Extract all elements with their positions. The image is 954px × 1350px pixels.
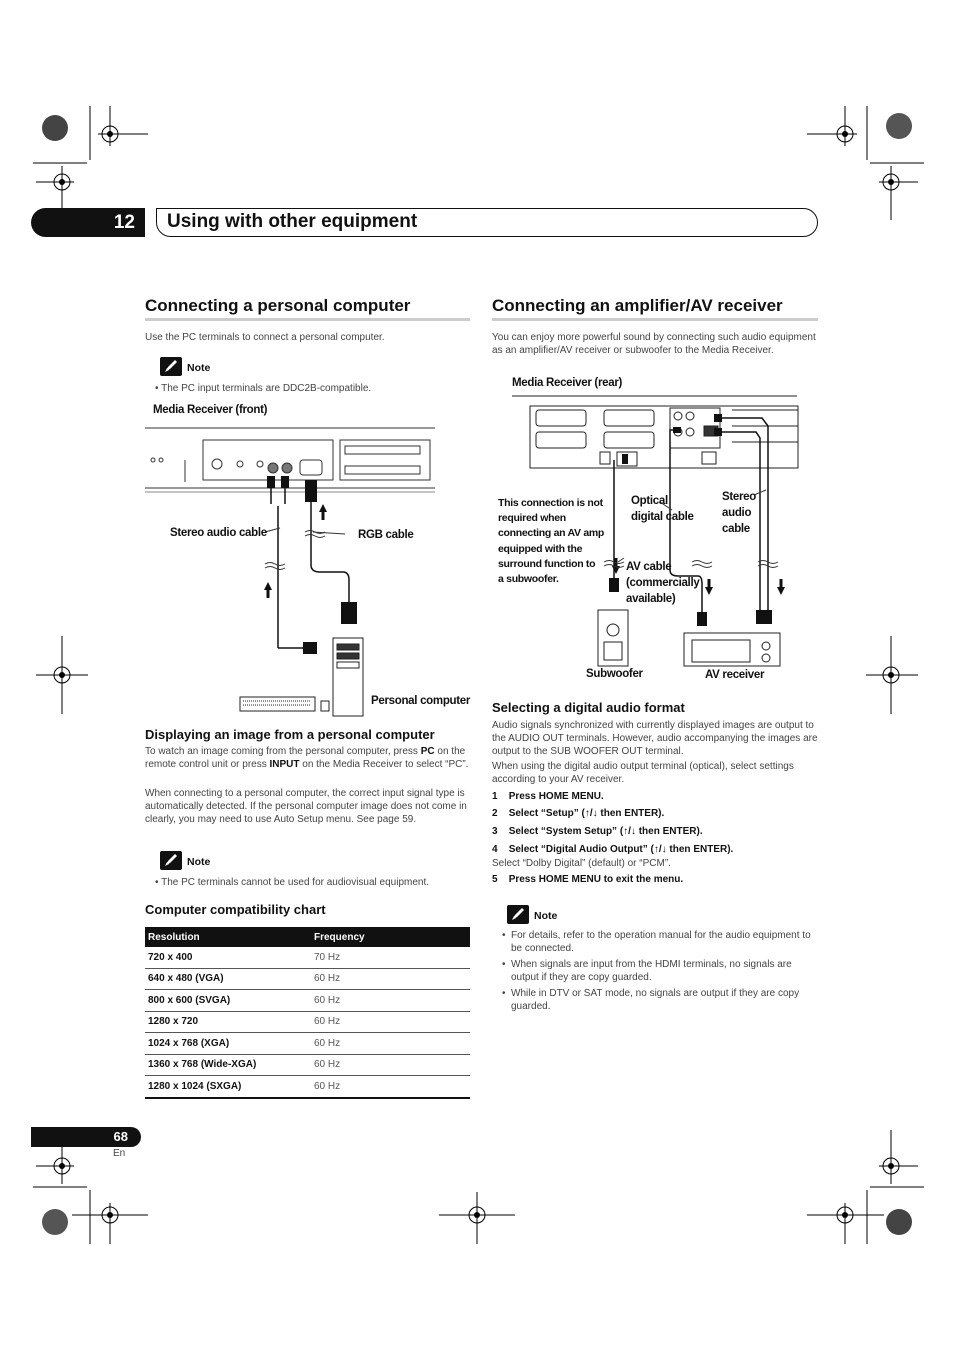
note-bullet: • The PC input terminals are DDC2B-compatible. bbox=[155, 383, 372, 394]
table-row bbox=[145, 968, 470, 990]
table-row bbox=[145, 1033, 470, 1055]
arrow-up-icon bbox=[264, 582, 272, 598]
note-label: Note bbox=[534, 910, 558, 922]
table-row bbox=[145, 1076, 470, 1098]
label-rgb-cable: RGB cable bbox=[358, 529, 414, 541]
format-heading: Selecting a digital audio format bbox=[492, 700, 685, 715]
step-2: 2 Select “Setup” (↑/↓ then ENTER). bbox=[492, 808, 665, 819]
frequency-cell: 60 Hz bbox=[311, 1076, 470, 1098]
step-4: 4 Select “Digital Audio Output” (↑/↓ then ENTER). bbox=[492, 844, 734, 855]
resolution-cell: 1280 x 720 bbox=[145, 1011, 311, 1033]
diagram-caption-rear: Media Receiver (rear) bbox=[512, 377, 623, 389]
chapter-title: Using with other equipment bbox=[156, 208, 818, 237]
resolution-cell: 1024 x 768 (XGA) bbox=[145, 1033, 311, 1055]
frequency-cell: 60 Hz bbox=[311, 1054, 470, 1076]
table-row bbox=[145, 1054, 470, 1076]
label-stereo-audio-cable-right: Stereo audio cable bbox=[722, 491, 756, 535]
label-personal-computer: Personal computer bbox=[371, 695, 471, 707]
resolution-cell: 1280 x 1024 (SXGA) bbox=[145, 1076, 311, 1098]
column-header: Resolution bbox=[145, 927, 311, 947]
compatibility-table bbox=[145, 927, 470, 1099]
frequency-cell: 60 Hz bbox=[311, 968, 470, 990]
section-title-pc: Connecting a personal computer bbox=[145, 296, 411, 315]
label-not-required: This connection is not required when connecting an AV amp equipped with the surround function to a subwoofer. bbox=[498, 497, 605, 586]
step-5: 5 Press HOME MENU to exit the menu. bbox=[492, 874, 684, 885]
note-pencil-icon bbox=[507, 905, 529, 924]
format-paragraph-2: When using the digital audio output terminal (optical), select settings according to your AV receiver. bbox=[492, 761, 794, 785]
section-title-amp: Connecting an amplifier/AV receiver bbox=[492, 296, 783, 315]
frequency-cell: 60 Hz bbox=[311, 1011, 470, 1033]
arrow-down-icon bbox=[705, 579, 713, 595]
up-down-arrow-icon: ↑/↓ bbox=[584, 808, 598, 819]
resolution-cell: 640 x 480 (VGA) bbox=[145, 968, 311, 990]
step-1: 1 Press HOME MENU. bbox=[492, 791, 604, 802]
chapter-number: 12 bbox=[31, 208, 145, 237]
note-bullet: • The PC terminals cannot be used for audiovisual equipment. bbox=[155, 877, 430, 888]
arrow-down-icon bbox=[777, 579, 785, 595]
step-4-detail: Select “Dolby Digital” (default) or “PCM”. bbox=[492, 858, 671, 869]
amp-intro: You can enjoy more powerful sound by connecting such audio equipment as an amplifier/AV receiver or subwoofer to the Media Receiver. bbox=[492, 332, 816, 356]
resolution-cell: 1360 x 768 (Wide-XGA) bbox=[145, 1054, 311, 1076]
display-paragraph-1: To watch an image coming from the personal computer, press PC on the remote control unit or press INPUT on the Media Receiver to select “PC”. bbox=[145, 746, 469, 770]
diagram-caption-front: Media Receiver (front) bbox=[153, 404, 268, 416]
page-number: 68 bbox=[31, 1127, 141, 1147]
note-pencil-icon bbox=[160, 357, 182, 376]
column-header: Frequency bbox=[311, 927, 470, 947]
note-label: Note bbox=[187, 856, 211, 868]
language-code: En bbox=[113, 1148, 126, 1159]
table-header-row bbox=[145, 927, 470, 947]
pc-connection-diagram bbox=[145, 420, 445, 720]
resolution-cell: 720 x 400 bbox=[145, 947, 311, 968]
up-down-arrow-icon: ↑/↓ bbox=[653, 844, 667, 855]
label-av-cable: AV cable (commercially available) bbox=[626, 561, 700, 605]
label-subwoofer: Subwoofer bbox=[586, 668, 643, 680]
arrow-up-icon bbox=[319, 504, 327, 520]
up-down-arrow-icon: ↑/↓ bbox=[623, 826, 636, 837]
resolution-cell: 800 x 600 (SVGA) bbox=[145, 990, 311, 1012]
display-heading: Displaying an image from a personal computer bbox=[145, 727, 435, 742]
table-row bbox=[145, 990, 470, 1012]
note-bullet: • For details, refer to the operation manual for the audio equipment to be connected. • When signals are input from the HDMI terminals, no signals are output if they are copy guarded. • While in DTV or SAT mode, no signals are output if they are copy guarded. bbox=[502, 930, 811, 1012]
chart-heading: Computer compatibility chart bbox=[145, 902, 326, 917]
note-label: Note bbox=[187, 362, 211, 374]
label-optical-digital-cable: Optical digital cable bbox=[631, 495, 694, 523]
label-stereo-audio-cable: Stereo audio cable bbox=[170, 527, 267, 539]
section-rule bbox=[145, 318, 470, 321]
frequency-cell: 60 Hz bbox=[311, 1033, 470, 1055]
display-paragraph-2: When connecting to a personal computer, the correct input signal type is automatically detected. If the personal computer image does not come in clearly, you may need to use Auto Setup menu. See page 59. bbox=[145, 788, 467, 825]
frequency-cell: 70 Hz bbox=[311, 947, 470, 968]
section-rule bbox=[492, 318, 818, 321]
label-av-receiver: AV receiver bbox=[705, 669, 765, 681]
table-row bbox=[145, 1011, 470, 1033]
frequency-cell: 60 Hz bbox=[311, 990, 470, 1012]
table-row bbox=[145, 947, 470, 968]
pc-intro: Use the PC terminals to connect a personal computer. bbox=[145, 332, 385, 343]
format-paragraph-1: Audio signals synchronized with currently displayed images are output to the AUDIO OUT terminals. However, audio accompanying the images are output to the SUB WOOFER OUT terminal. bbox=[492, 720, 818, 757]
step-3: 3 Select “System Setup” (↑/↓ then ENTER). bbox=[492, 826, 703, 837]
note-pencil-icon bbox=[160, 851, 182, 870]
